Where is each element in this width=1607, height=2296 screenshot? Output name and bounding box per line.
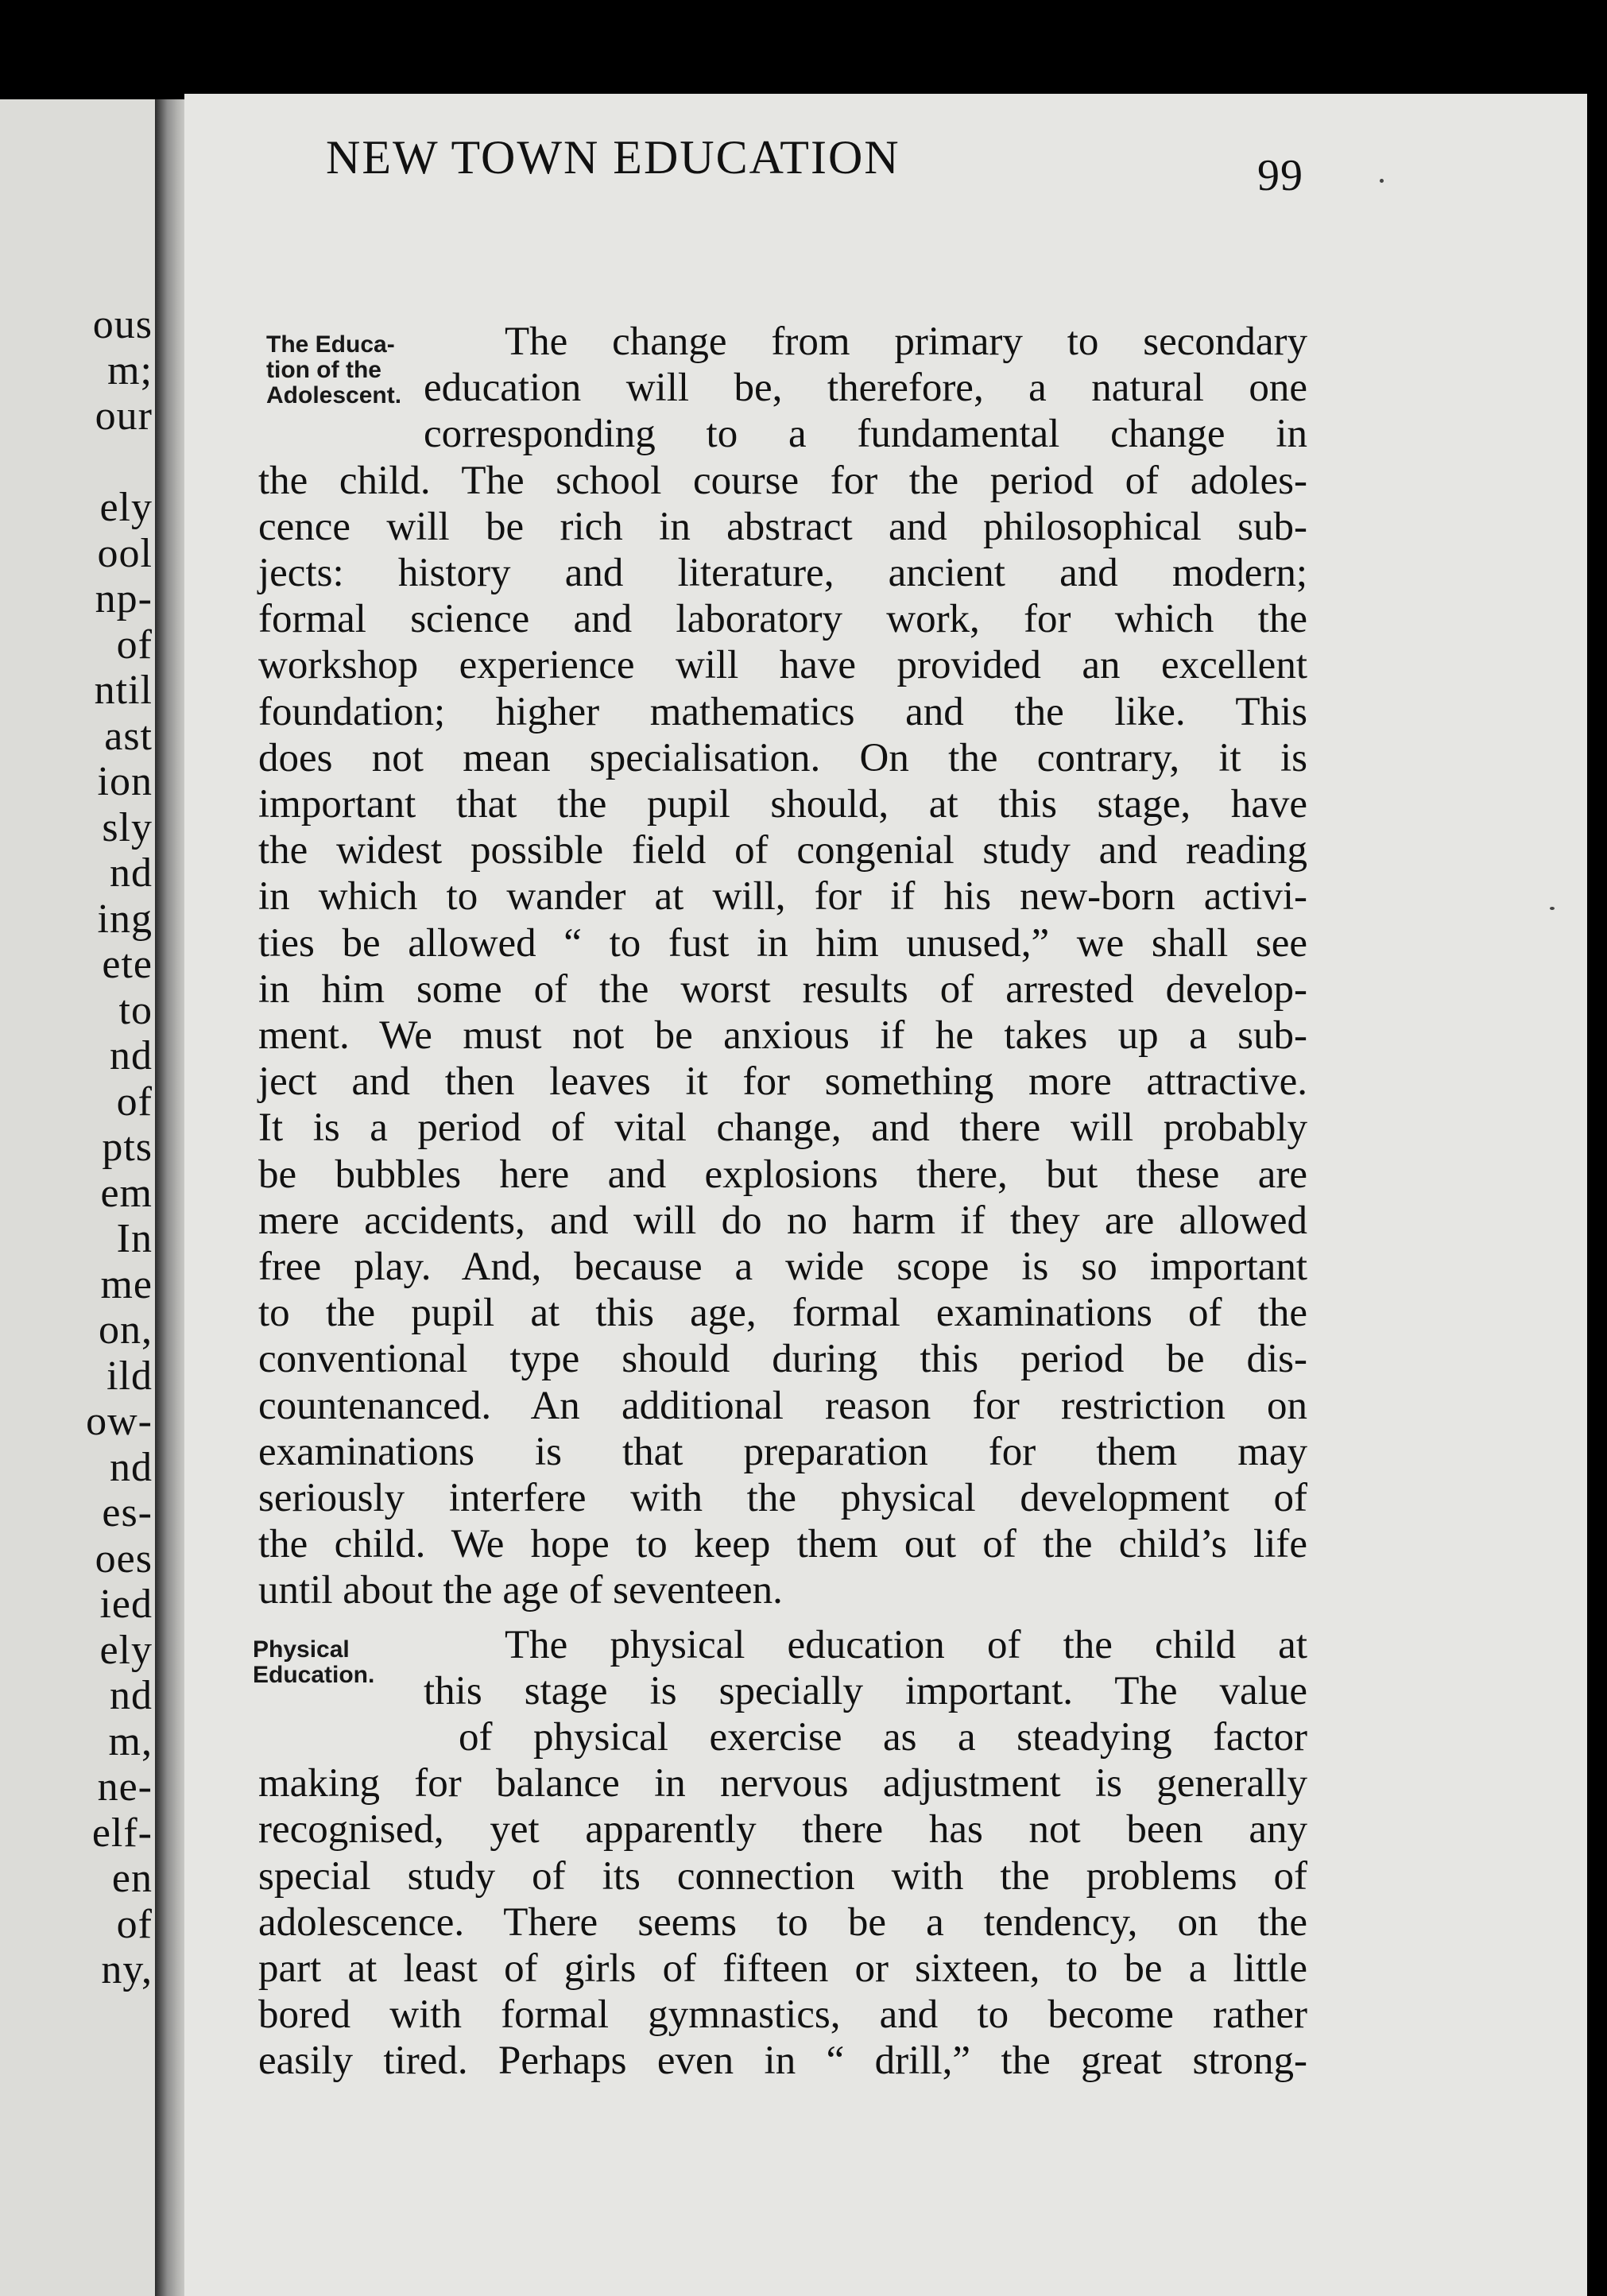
text-line: conventional type should during this period be dis- [258, 1337, 1307, 1382]
page-header [326, 130, 1359, 200]
text-line: The physical education of the child at [505, 1622, 1307, 1667]
text-line: to the pupil at this age, formal examinations of the [258, 1291, 1307, 1336]
text-line: education will be, therefore, a natural one [424, 366, 1307, 411]
text-line: the child. We hope to keep them out of the child’s life [258, 1522, 1307, 1567]
facing-page-line-ending: on, [99, 1307, 153, 1353]
text-line: formal science and laboratory work, for which the [258, 597, 1307, 642]
facing-page-line-ending: en [111, 1856, 153, 1901]
facing-page-line-endings [0, 302, 153, 1993]
margin-note-adolescent-education [266, 332, 401, 408]
text-line: cence will be rich in abstract and philosophical sub- [258, 504, 1307, 549]
text-line: It is a period of vital change, and there will probably [258, 1105, 1307, 1151]
text-line: part at least of girls of fifteen or sixteen, to be a little [258, 1946, 1307, 1991]
paper-speck [1550, 907, 1555, 910]
text-line: workshop experience will have provided an excellent [258, 643, 1307, 688]
facing-page-line-ending: oes [95, 1535, 153, 1582]
facing-page-line-ending: ool [97, 530, 153, 576]
text-line: easily tired. Perhaps even in “ drill,” the great strong- [258, 2039, 1307, 2084]
facing-page-fragment [0, 99, 159, 2296]
text-line: examinations is that preparation for them may [258, 1429, 1307, 1474]
text-line: does not mean specialisation. On the contrary, it is [258, 735, 1307, 780]
facing-page-line-ending: em [100, 1170, 153, 1216]
facing-page-line-ending: ne- [97, 1764, 153, 1810]
text-line: recognised, yet apparently there has not been any [258, 1807, 1307, 1853]
running-title: NEW TOWN EDUCATION [326, 131, 900, 184]
facing-page-line-ending: es- [102, 1490, 153, 1535]
facing-page-line-ending: ow- [86, 1399, 153, 1444]
facing-page-line-ending: ete [102, 942, 153, 987]
text-line: important that the pupil should, at this stage, have [258, 782, 1307, 827]
text-line: of physical exercise as a steadying factor [459, 1715, 1307, 1760]
facing-page-line-ending: to [118, 987, 153, 1033]
margin-note-line: Physical [253, 1636, 350, 1663]
text-line: making for balance in nervous adjustment is generally [258, 1761, 1307, 1806]
facing-page-line-ending: m; [107, 347, 153, 393]
facing-page-line-ending: ast [104, 713, 153, 759]
margin-note-line: Education. [253, 1662, 375, 1688]
facing-page-line-ending: sly [102, 804, 153, 850]
text-line: special study of its connection with the problems of [258, 1853, 1307, 1899]
facing-page-line-ending: nd [110, 1673, 153, 1718]
margin-note-physical-education [253, 1637, 374, 1688]
text-line: jects: history and literature, ancient and modern; [258, 551, 1307, 595]
facing-page-line-ending: nd [110, 1033, 153, 1078]
text-line: free play. And, because a wide scope is so important [258, 1245, 1307, 1289]
text-line: mere accidents, and will do no harm if they are allowed [258, 1198, 1307, 1243]
facing-page-line-ending: ild [106, 1353, 153, 1399]
text-line: ties be allowed “ to fust in him unused,” we shall see [258, 920, 1307, 966]
facing-page-line-ending: of [116, 1078, 153, 1125]
text-line: until about the age of seventeen. [258, 1568, 783, 1613]
text-line: be bubbles here and explosions there, but these are [258, 1152, 1307, 1197]
margin-note-line: Adolescent. [266, 382, 402, 408]
text-line: corresponding to a fundamental change in [424, 412, 1307, 457]
text-line: this stage is specially important. The value [424, 1668, 1307, 1713]
text-line: the widest possible field of congenial study and reading [258, 828, 1307, 873]
facing-page-line-ending: nd [110, 850, 153, 896]
facing-page-line-ending: np- [95, 576, 153, 621]
margin-note-line: The Educa- [266, 331, 395, 358]
text-line: ject and then leaves it for something more attractive. [258, 1059, 1307, 1105]
facing-page-line-ending: of [116, 621, 153, 668]
text-line: seriously interfere with the physical development of [258, 1476, 1307, 1520]
facing-page-line-ending: m, [108, 1718, 153, 1764]
margin-note-line: tion of the [266, 357, 381, 383]
text-line: adolescence. There seems to be a tendency, on the [258, 1899, 1307, 1945]
facing-page-line-ending: nd [110, 1444, 153, 1490]
facing-page-line-ending: ion [97, 759, 153, 804]
page-number: 99 [1257, 151, 1303, 200]
facing-page-line-ending: ied [99, 1582, 153, 1627]
facing-page-line-ending [0, 439, 153, 486]
text-line: countenanced. An additional reason for restriction on [258, 1383, 1307, 1428]
facing-page-line-ending: me [100, 1261, 153, 1307]
facing-page-line-ending: ntil [94, 668, 153, 713]
paper-speck [1380, 179, 1384, 183]
text-line: The change from primary to secondary [505, 319, 1307, 364]
text-line: in which to wander at will, for if his new-born activi- [258, 874, 1307, 920]
facing-page-line-ending: In [116, 1216, 153, 1261]
facing-page-line-ending: elf- [91, 1810, 153, 1856]
facing-page-line-ending: ely [99, 485, 153, 530]
text-line: ment. We must not be anxious if he takes up a sub- [258, 1013, 1307, 1058]
facing-page-line-ending: ing [97, 896, 153, 942]
text-line: the child. The school course for the period of adoles- [258, 458, 1307, 503]
facing-page-line-ending: of [116, 1901, 153, 1947]
text-line: bored with formal gymnastics, and to become rather [258, 1992, 1307, 2038]
facing-page-line-ending: ous [92, 302, 153, 347]
facing-page-line-ending: pts [102, 1125, 153, 1170]
facing-page-line-ending: ely [99, 1627, 153, 1673]
facing-page-line-ending: ny, [101, 1947, 153, 1992]
text-line: in him some of the worst results of arrested develop- [258, 966, 1307, 1012]
facing-page-line-ending: our [95, 393, 153, 439]
text-line: foundation; higher mathematics and the like. This [258, 689, 1307, 734]
